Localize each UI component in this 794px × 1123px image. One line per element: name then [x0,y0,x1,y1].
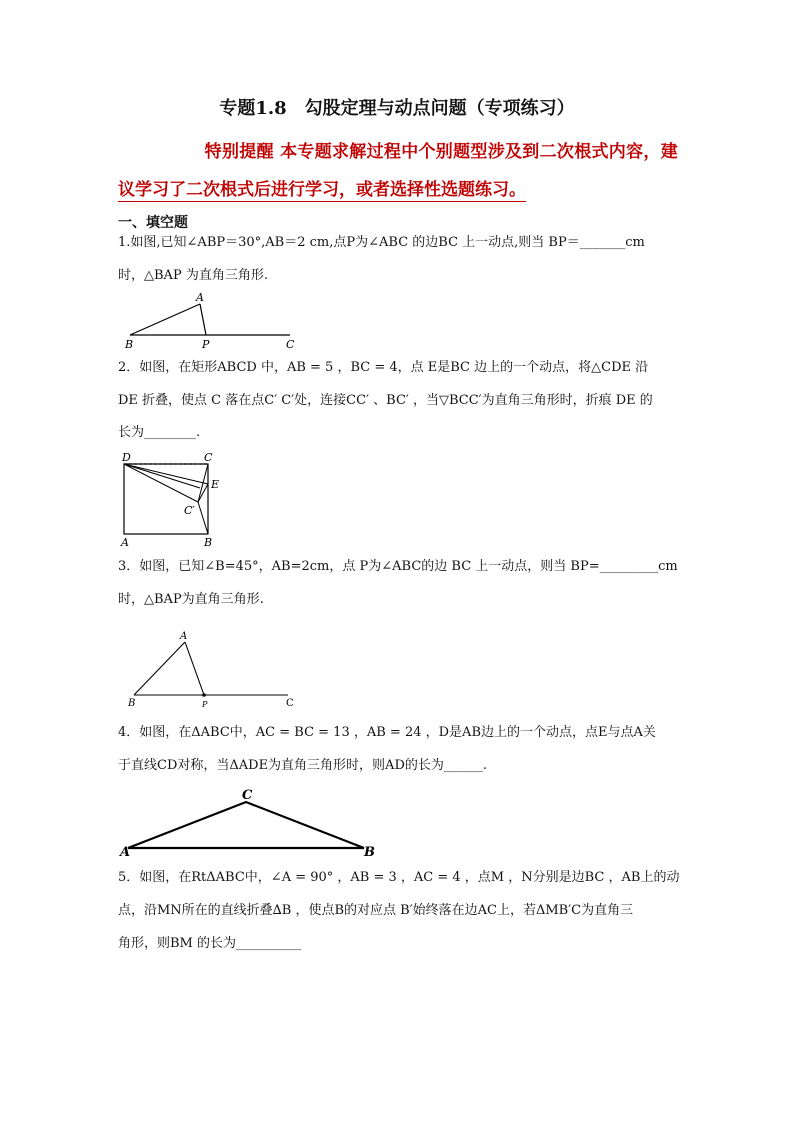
q2-label-e: E [211,478,220,491]
q2-line-de [124,464,208,484]
q4-label-a: A [120,845,131,860]
q3-label-a: A [180,631,188,642]
q2-line-3: 长为________. [118,425,201,440]
q5-line-3: 角形，则BM 的长为__________ [118,936,301,951]
q2-label-b: B [204,536,213,548]
q2-line-dc2 [124,464,198,502]
q4-line-1: 4．如图，在ΔABC中，AC = BC = 13 ，AB = 24 ，D是AB边上的一个动点，点E与点A关 [118,725,656,740]
q2-label-a: A [121,536,129,548]
page-title: 专题1.8 勾股定理与动点问题（专项练习） [219,98,575,119]
warning-line-2-text: 议学习了二次根式后进行学习，或者选择性选题练习。 [118,180,526,200]
q2-line-1: 2．如图，在矩形ABCD 中，AB = 5 ，BC = 4，点 E是BC 边上的一个动点，将△CDE 沿 [118,360,649,375]
q5-line-2: 点，沿MN所在的直线折叠∆B ，使点B的对应点 B′始终落在边AC上，若ΔMB′C为直角三 [118,903,634,918]
q2-line-c2c [198,464,208,502]
q1-line-ap [200,304,206,335]
q1-line-1: 1.如图,已知∠ABP＝30°,AB＝2 cm,点P为∠ABC 的边BC 上一动点,则当 BP＝_______cm [118,235,645,250]
q2-label-c: C [204,451,213,464]
q3-figure [118,626,308,710]
q1-label-p: P [202,338,210,351]
q2-label-d: D [122,451,131,464]
q1-label-c: C [286,338,295,351]
q1-label-a: A [196,291,204,304]
q4-label-c: C [242,788,253,803]
q2-line-c2e [198,484,208,502]
warning-line-1: 特别提醒 本专题求解过程中个别题型涉及到二次根式内容，建 [204,142,678,162]
q2-label-c-prime: C′ [184,504,195,517]
q5-line-1: 5．如图，在RtΔABC中，∠A = 90° ，AB = 3 ，AC = 4 ，点M ，N分别是边BC ，AB上的动 [118,870,680,885]
q3-point-p [202,693,206,697]
q3-line-1: 3．如图，已知∠B=45°，AB=2cm，点 P为∠ABC的边 BC 上一动点，则当 BP=_________cm [118,559,678,574]
q4-line-2: 于直线CD对称，当ΔADE为直角三角形时，则AD的长为______. [118,758,488,773]
q3-label-c: C [286,698,294,709]
q1-line-ba [130,304,200,335]
q1-figure [118,286,318,352]
q3-line-ap [185,642,204,695]
q3-label-p: P [202,700,208,709]
q1-label-b: B [125,338,134,351]
q3-line-2: 时，△BAP为直角三角形. [118,592,264,607]
q4-figure [118,784,388,860]
q2-line-c2b [198,502,208,534]
q4-label-b: B [364,845,375,860]
q3-line-ba [134,642,185,695]
q1-line-2: 时，△BAP 为直角三角形. [118,268,268,283]
warning-line-2 [118,175,678,200]
section-heading: 一、填空题 [118,215,188,231]
q3-label-b: B [128,698,136,709]
q2-line-d-mid [124,464,200,488]
q2-line-2: DE 折叠，使点 C 落在点C′ C′处，连接CC′ 、BC′ ，当▽BCC′为直角三角形时，折痕 DE 的 [118,393,653,408]
q4-triangle [128,802,364,848]
q2-figure [118,448,228,548]
